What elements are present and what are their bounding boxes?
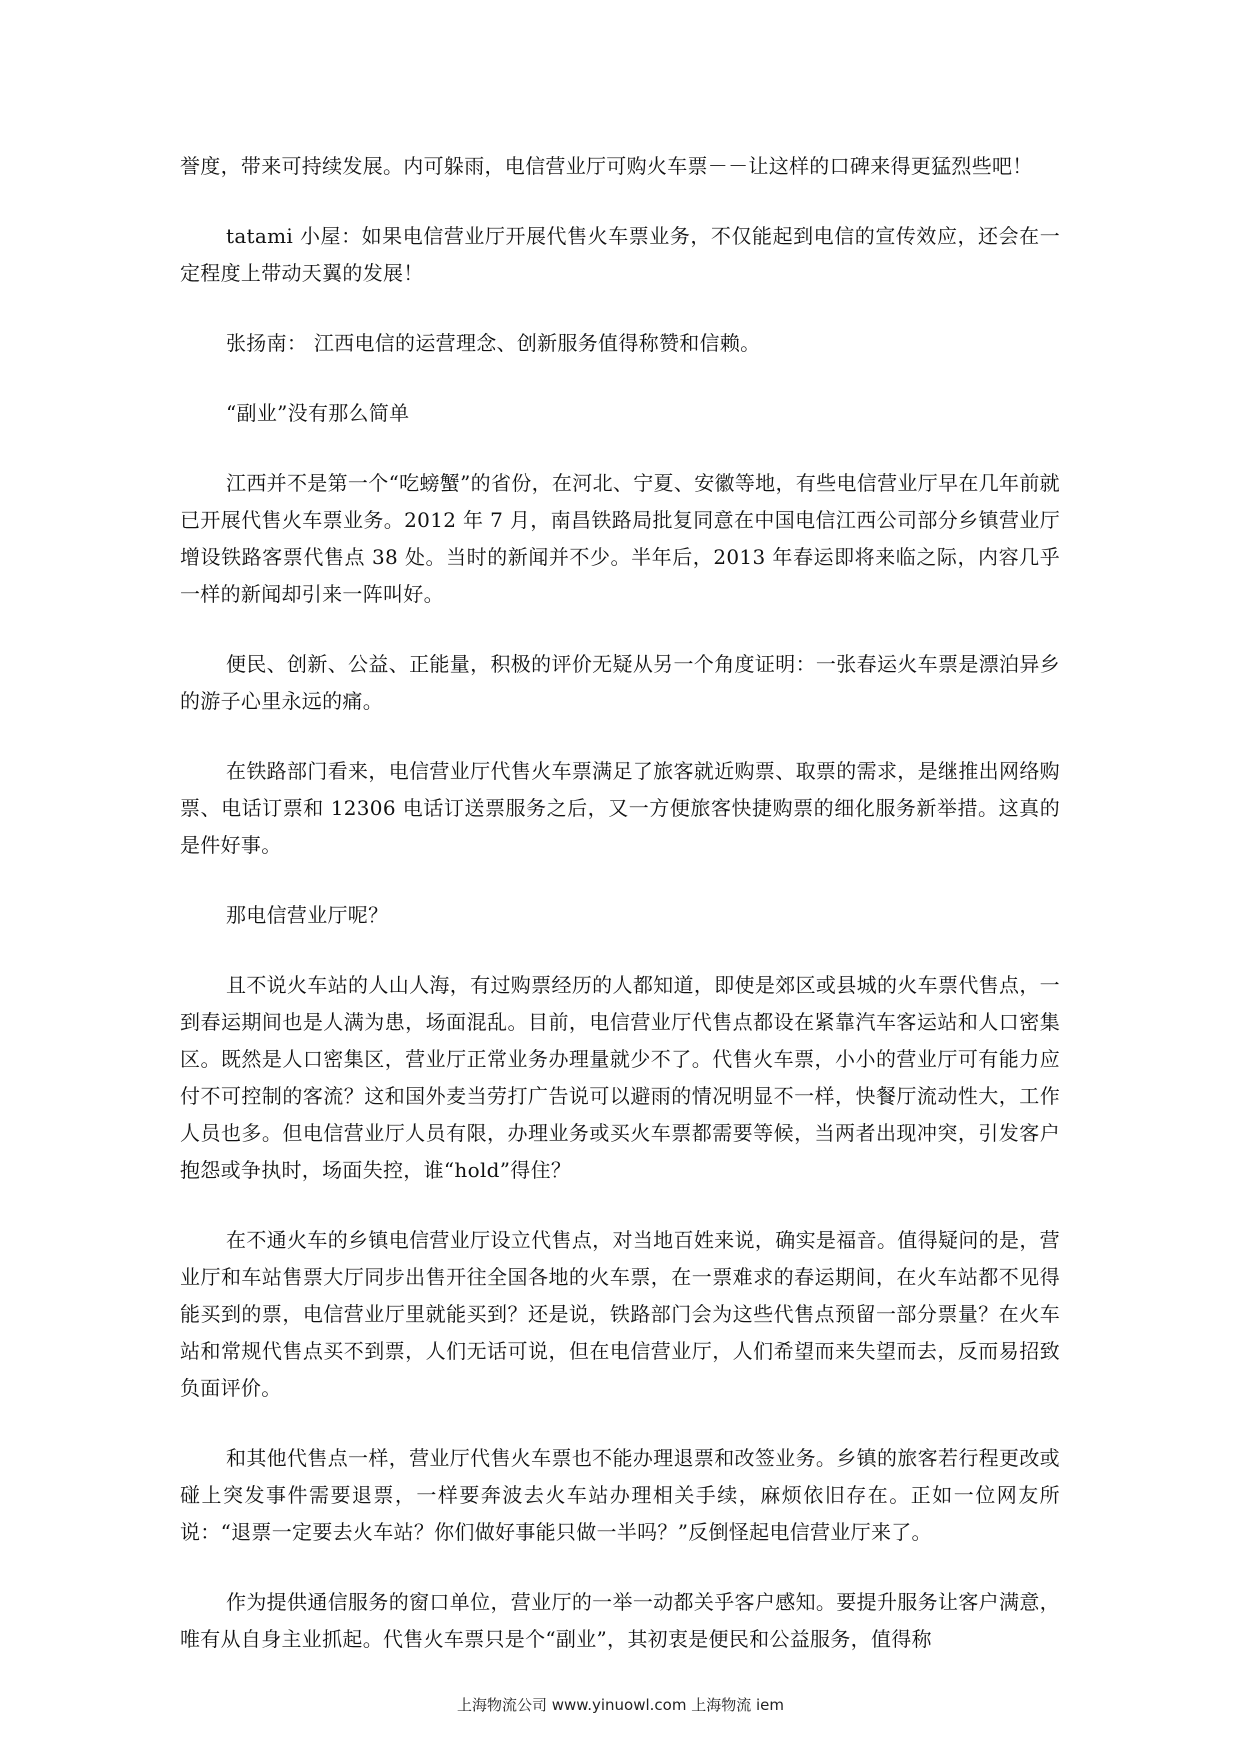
- paragraph: 便民、创新、公益、正能量，积极的评价无疑从另一个角度证明：一张春运火车票是漂泊异乡的游子心里永远的痛。: [180, 652, 1060, 713]
- paragraph: 作为提供通信服务的窗口单位，营业厅的一举一动都关乎客户感知。要提升服务让客户满意，唯有从自身主业抓起。代售火车票只是个“副业”，其初衷是便民和公益服务，值得称: [180, 1590, 1060, 1651]
- paragraph-question: 那电信营业厅呢？: [226, 903, 389, 927]
- paragraph: 在铁路部门看来，电信营业厅代售火车票满足了旅客就近购票、取票的需求，是继推出网络购票、电话订票和 12306 电话订送票服务之后，又一方便旅客快捷购票的细化服务新举措。这真的是件好事。: [180, 759, 1060, 857]
- page-footer: 上海物流公司 www.yinuowl.com 上海物流 iem: [457, 1696, 784, 1714]
- paragraph: 江西并不是第一个“吃螃蟹”的省份，在河北、宁夏、安徽等地，有些电信营业厅早在几年前就已开展代售火车票业务。2012 年 7 月，南昌铁路局批复同意在中国电信江西公司部分乡镇营业厅增设铁路客票代售点 38 处。当时的新闻并不少。半年后，2013 年春运即将来临之际，内容几乎一样的新闻却引来一阵叫好。: [180, 471, 1060, 606]
- paragraph-comment-tatami: tatami 小屋：如果电信营业厅开展代售火车票业务，不仅能起到电信的宣传效应，还会在一定程度上带动天翼的发展！: [180, 224, 1060, 285]
- paragraph: 且不说火车站的人山人海，有过购票经历的人都知道，即使是郊区或县城的火车票代售点，一到春运期间也是人满为患，场面混乱。目前，电信营业厅代售点都设在紧靠汽车客运站和人口密集区。既然是人口密集区，营业厅正常业务办理量就少不了。代售火车票，小小的营业厅可有能力应付不可控制的客流？这和国外麦当劳打广告说可以避雨的情况明显不一样，快餐厅流动性大，工作人员也多。但电信营业厅人员有限，办理业务或买火车票都需要等候，当两者出现冲突，引发客户抱怨或争执时，场面失控，谁“hold”得住？: [180, 973, 1060, 1182]
- paragraph: 和其他代售点一样，营业厅代售火车票也不能办理退票和改签业务。乡镇的旅客若行程更改或碰上突发事件需要退票，一样要奔波去火车站办理相关手续，麻烦依旧存在。正如一位网友所说：“退票一定要去火车站？你们做好事能只做一半吗？”反倒怪起电信营业厅来了。: [180, 1446, 1060, 1544]
- paragraph-continuation: 誉度，带来可持续发展。内可躲雨，电信营业厅可购火车票－－让这样的口碑来得更猛烈些吧！: [180, 154, 1033, 178]
- document-body: [180, 148, 1060, 1691]
- section-heading: “副业”没有那么简单: [226, 401, 410, 425]
- paragraph: 在不通火车的乡镇电信营业厅设立代售点，对当地百姓来说，确实是福音。值得疑问的是，营业厅和车站售票大厅同步出售开往全国各地的火车票，在一票难求的春运期间，在火车站都不见得能买到的票，电信营业厅里就能买到？还是说，铁路部门会为这些代售点预留一部分票量？在火车站和常规代售点买不到票，人们无话可说，但在电信营业厅，人们希望而来失望而去，反而易招致负面评价。: [180, 1228, 1060, 1400]
- paragraph-comment-zhang: 张扬南： 江西电信的运营理念、创新服务值得称赞和信赖。: [226, 331, 761, 355]
